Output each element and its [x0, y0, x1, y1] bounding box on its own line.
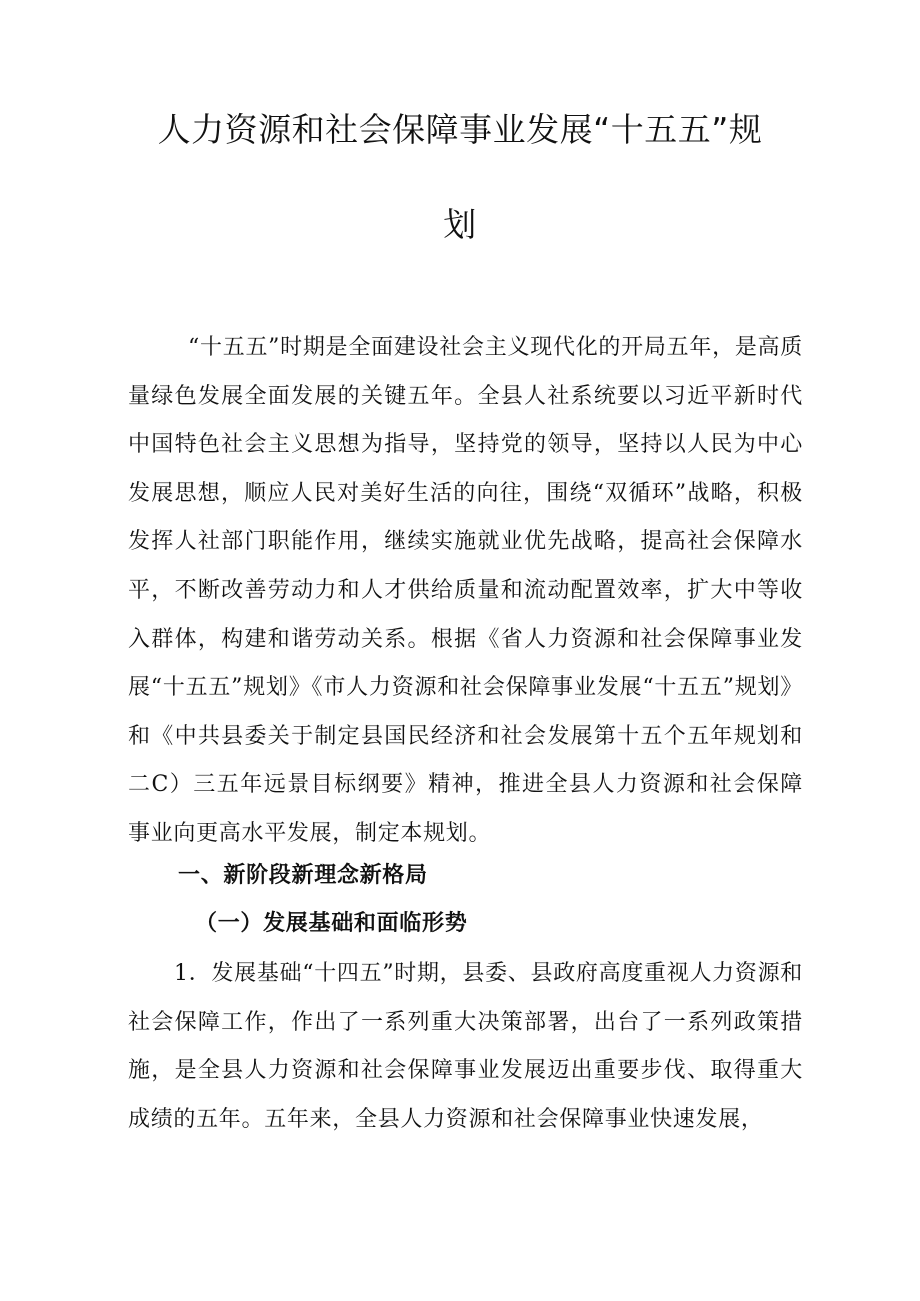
document-title-line-1: 人力资源和社会保障事业发展“十五五”规 — [157, 110, 763, 149]
basis-paragraph: 1．发展基础“十四五”时期，县委、县政府高度重视人力资源和社会保障工作，作出了一系列重大决策部署，出台了一系列政策措施，是全县人力资源和社会保障事业发展迈出重要步伐、取得重大成绩的五年。五年来，全县人力资源和社会保障事业快速发展， — [128, 961, 803, 1132]
document-title-line-2: 划 — [443, 205, 477, 244]
subsection-heading: （一）发展基础和面临形势 — [195, 910, 468, 936]
intro-paragraph: “十五五”时期是全面建设社会主义现代化的开局五年，是高质量绿色发展全面发展的关键五年。全县人社系统要以习近平新时代中国特色社会主义思想为指导，坚持党的领导，坚持以人民为中心发展思想，顺应人民对美好生活的向往，围绕“双循环”战略，积极发挥人社部门职能作用，继续实施就业优先战略，提高社会保障水平，不断改善劳动力和人才供给质量和流动配置效率，扩大中等收入群体，构建和谐劳动关系。根据《省人力资源和社会保障事业发展“十五五”规划》《市人力资源和社会保障事业发展“十五五”规划》和《中共县委关于制定县国民经济和社会发展第十五个五年规划和二C）三五年远景目标纲要》精神，推进全县人力资源和社会保障事业向更高水平发展，制定本规划。 — [128, 335, 803, 846]
section-heading: 一、新阶段新理念新格局 — [178, 862, 428, 888]
